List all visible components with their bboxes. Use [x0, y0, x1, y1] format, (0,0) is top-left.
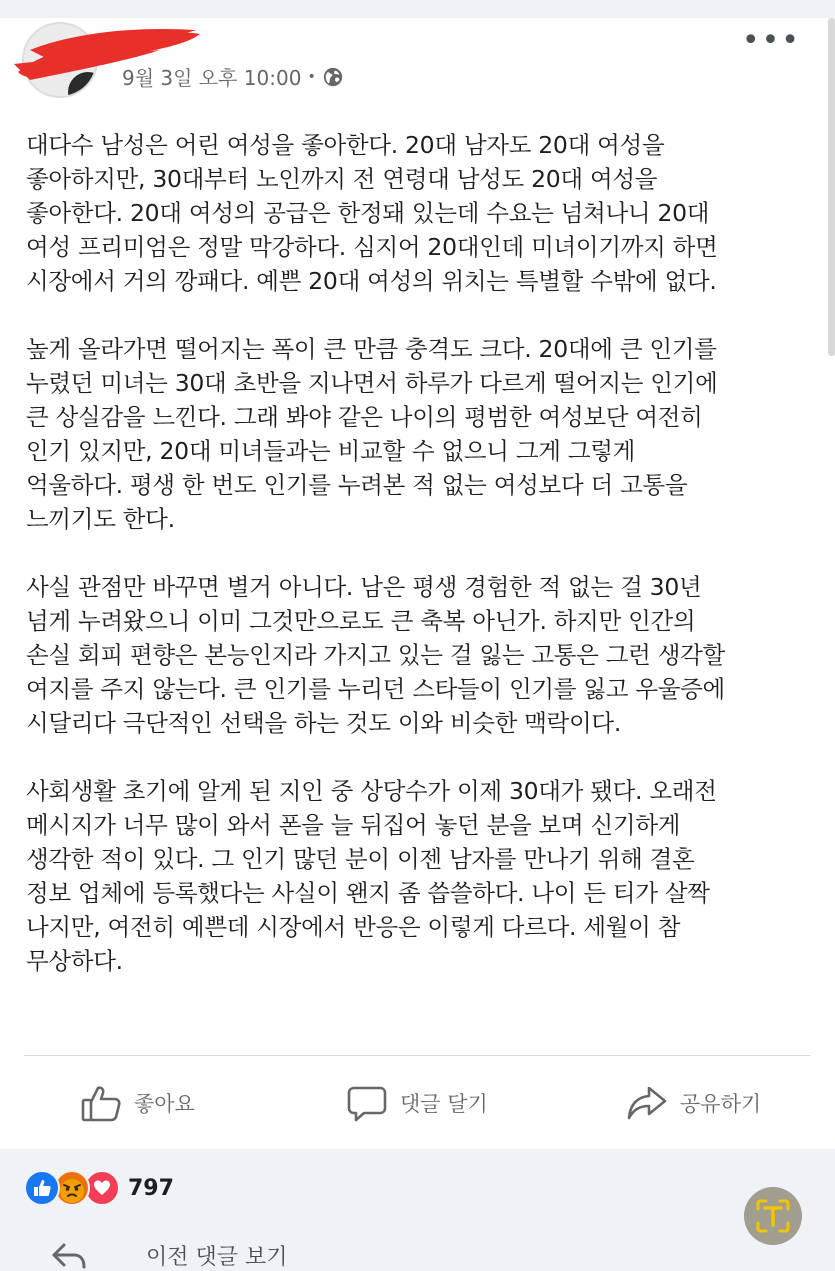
post-meta: [122, 62, 344, 91]
share-button[interactable]: [626, 1082, 761, 1124]
like-reaction-icon: [24, 1170, 60, 1206]
share-label: 공유하기: [680, 1092, 762, 1116]
text-t-icon: [752, 1195, 794, 1237]
more-horizontal-icon[interactable]: •••: [741, 23, 801, 58]
previous-comments-label: 이전 댓글 보기: [146, 1245, 288, 1270]
like-label: 좋아요: [134, 1092, 195, 1116]
scrollbar[interactable]: [828, 18, 835, 356]
reaction-count: 797: [128, 1175, 174, 1201]
post-paragraph: 사회생활 초기에 알게 된 지인 중 상당수가 이제 30대가 됐다. 오래전 메시지가 너무 많이 와서 폰을 늘 뒤집어 놓던 분을 보며 신기하게 생각한 적이 있다. 그 인기 많던 분이 이젠 남자를 만나기 위해 결혼 정보 업체에 등록했다는 사실이 왠지 좀 씁쓸하다. 나이 든 티가 살짝 나지만, 여전히 예쁜데 시장에서 반응은 이렇게 다르다. 세월이 참 무상하다.: [26, 777, 717, 975]
actions-divider: [24, 1055, 811, 1056]
reply-arrow-icon: [52, 1243, 86, 1269]
meta-separator: •: [307, 68, 316, 85]
post-body: [26, 128, 816, 1012]
comment-bubble-icon: [346, 1082, 388, 1124]
like-button[interactable]: [80, 1082, 195, 1124]
post-timestamp[interactable]: 9월 3일 오후 10:00: [122, 66, 302, 90]
comment-label: 댓글 달기: [400, 1092, 488, 1116]
reactions-summary[interactable]: [24, 1170, 174, 1206]
post-paragraph: 대다수 남성은 어린 여성을 좋아한다. 20대 남자도 20대 여성을 좋아하지만, 30대부터 노인까지 전 연령대 남성도 20대 여성을 좋아한다. 20대 여성의 공급은 한정돼 있는데 수요는 넘쳐나니 20대 여성 프리미엄은 정말 막강하다. 심지어 20대인데 미녀이기까지 하면 시장에서 거의 깡패다. 예쁜 20대 여성의 위치는 특별할 수밖에 없다.: [26, 131, 718, 295]
previous-comments-link[interactable]: [52, 1240, 288, 1271]
post-card: [0, 18, 835, 1149]
post-paragraph: 높게 올라가면 떨어지는 폭이 큰 만큼 충격도 크다. 20대에 큰 인기를 누렸던 미녀는 30대 초반을 지나면서 하루가 다르게 떨어지는 인기에 큰 상실감을 느낀다. 그래 봐야 같은 나이의 평범한 여성보단 여전히 인기 있지만, 20대 미녀들과는 비교할 수 없으니 그게 그렇게 억울하다. 평생 한 번도 인기를 누려본 적 없는 여성보다 더 고통을 느끼기도 한다.: [26, 335, 718, 533]
post-actions-bar: [0, 1070, 835, 1140]
thumbs-up-icon: [80, 1082, 122, 1124]
text-t-button[interactable]: [744, 1187, 802, 1245]
globe-icon: [322, 66, 344, 88]
comment-button[interactable]: [346, 1082, 488, 1124]
post-paragraph: 사실 관점만 바꾸면 별거 아니다. 남은 평생 경험한 적 없는 걸 30년 넘게 누려왔으니 이미 그것만으로도 큰 축복 아닌가. 하지만 인간의 손실 회피 편향은 본능인지라 가지고 있는 걸 잃는 고통은 그런 생각할 여지를 주지 않는다. 큰 인기를 누리던 스타들이 인기를 잃고 우울증에 시달리다 극단적인 선택을 하는 것도 이와 비슷한 맥락이다.: [26, 573, 725, 737]
share-arrow-icon: [626, 1082, 668, 1124]
